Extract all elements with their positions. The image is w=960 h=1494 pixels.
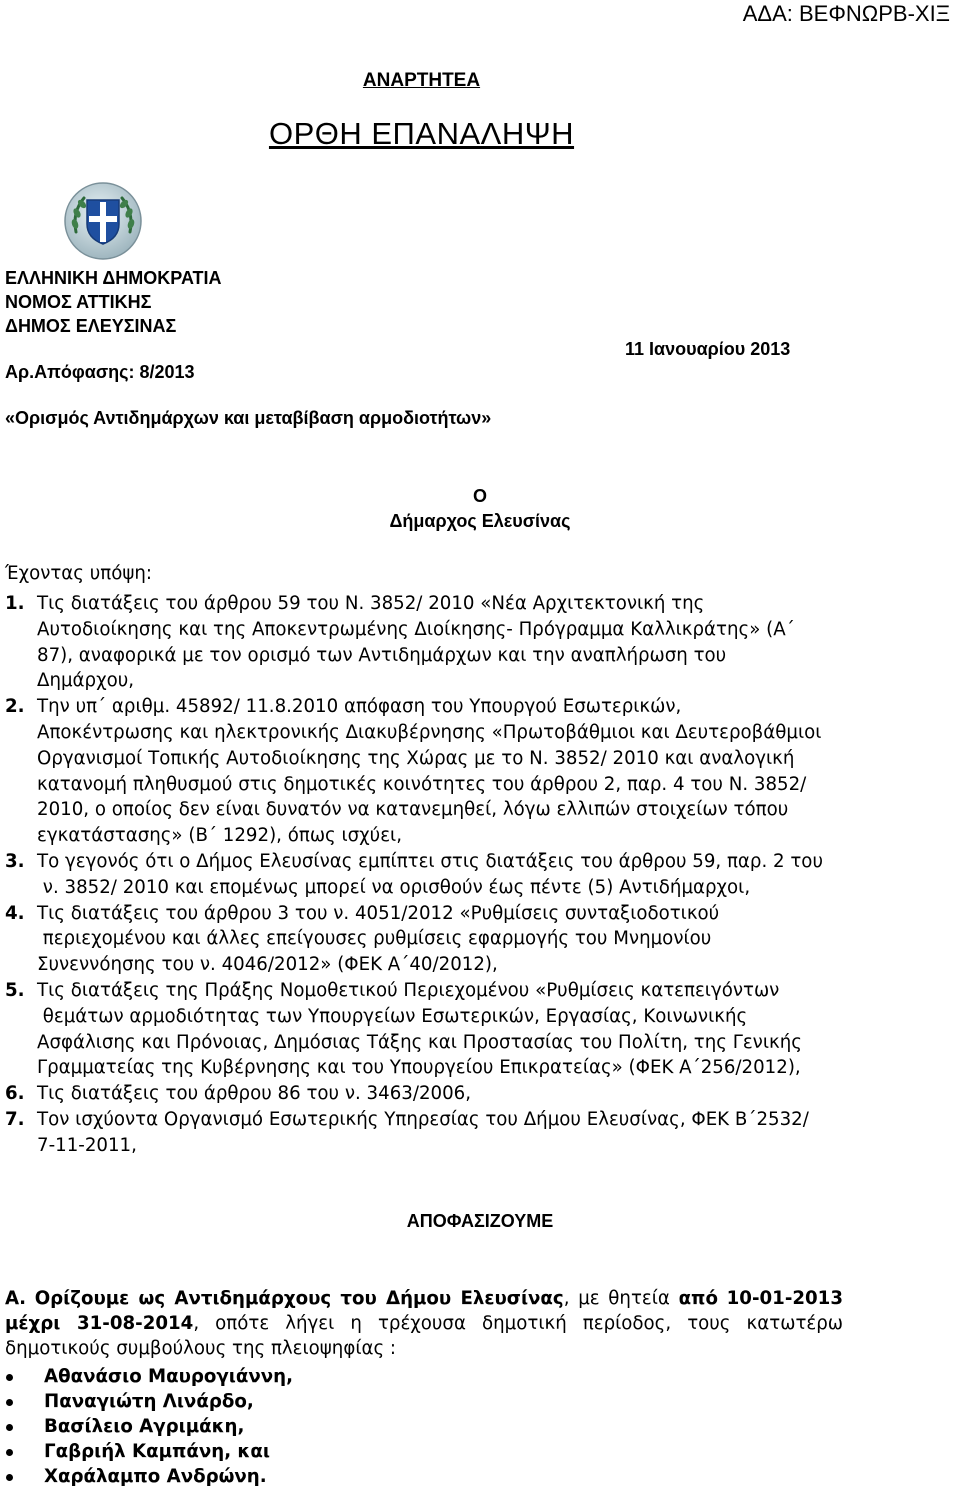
bullet-icon: [6, 1449, 13, 1456]
recital-line: Αυτοδιοίκησης και της Αποκεντρωμένης Διοίκησης- Πρόγραμμα Καλλικράτης» (Α΄: [37, 618, 795, 640]
reissue-title: ΟΡΘΗ ΕΠΑΝΑΛΗΨΗ: [268, 116, 575, 151]
recital-line: Τον ισχύοντα Οργανισμό Εσωτερικής Υπηρεσίας του Δήμου Ελευσίνας, ΦΕΚ Β΄2532/: [37, 1108, 809, 1130]
recital-item: [0, 591, 960, 694]
recital-item: [0, 978, 960, 1081]
issuer-line: ΕΛΛΗΝΙΚΗ ΔΗΜΟΚΡΑΤΙΑ: [5, 268, 222, 288]
deputy-item: [0, 1464, 960, 1489]
ada-code: ΑΔΑ: ΒΕΦΝΩΡΒ-ΧΙΞ: [742, 1, 950, 26]
deputy-item: [0, 1389, 960, 1414]
deputy-item: [0, 1439, 960, 1464]
bullet-icon: [6, 1374, 13, 1381]
recital-number: 4.: [5, 902, 25, 924]
recital-line: 7-11-2011,: [37, 1134, 137, 1156]
deputy-item: [0, 1364, 960, 1389]
recital-line: ν. 3852/ 2010 και επομένως μπορεί να ορισθούν έως πέντε (5) Αντιδήμαρχοι,: [37, 876, 751, 898]
recital-line: Συνεννόησης του ν. 4046/2012» (ΦΕΚ Α΄40/2012),: [37, 954, 498, 976]
recital-line: Τις διατάξεις του άρθρου 86 του ν. 3463/2006,: [37, 1083, 472, 1105]
decision-number: Αρ.Απόφασης: 8/2013: [5, 362, 195, 382]
considering-heading: Έχοντας υπόψη:: [5, 563, 153, 584]
deputies-list: [0, 1364, 960, 1489]
recital-line: Τις διατάξεις της Πράξης Νομοθετικού Περιεχομένου «Ρυθμίσεις κατεπειγόντων: [37, 979, 780, 1001]
deputy-item: [0, 1414, 960, 1439]
recital-number: 1.: [5, 593, 25, 614]
deputy-name: Παναγιώτη Λινάρδο,: [44, 1391, 254, 1412]
recital-item: [0, 849, 960, 901]
recital-line: Ασφάλισης και Πρόνοιας, Δημόσιας Τάξης και Προστασίας του Πολίτη, της Γενικής: [37, 1031, 802, 1053]
recital-line: Την υπ΄ αριθμ. 45892/ 11.8.2010 απόφαση του Υπουργού Εσωτερικών,: [37, 696, 682, 718]
mayor-title: Δήμαρχος Ελευσίνας: [389, 511, 571, 531]
recital-line: θεμάτων αρμοδιότητας των Υπουργείων Εσωτερικών, Εργασίας, Κοινωνικής: [37, 1005, 748, 1027]
recital-number: 3.: [5, 850, 25, 872]
deputy-name: Χαράλαμπο Ανδρώνη.: [44, 1466, 267, 1487]
recital-line: 2010, ο οποίος δεν είναι δυνατόν να κατανεμηθεί, λόγω ελλιπών στοιχείων τόπου: [37, 799, 789, 821]
section-a-term: 10-01-2013 μέχρι 31-08-2014: [5, 1288, 843, 1334]
recital-line: Γραμματείας της Κυβέρνησης και του Υπουργείου Επικρατείας» (ΦΕΚ Α΄256/2012),: [37, 1057, 801, 1079]
recital-line: Τις διατάξεις του άρθρου 3 του ν. 4051/2012 «Ρυθμίσεις συνταξιοδοτικού: [37, 902, 720, 924]
section-a-text: , με θητεία: [563, 1288, 679, 1309]
recital-line: περιεχομένου και άλλες επείγουσες ρυθμίσεις εφαρμογής του Μνημονίου: [37, 928, 712, 950]
issuer-line: ΝΟΜΟΣ ΑΤΤΙΚΗΣ: [5, 292, 152, 312]
deputy-name: Γαβριήλ Καμπάνη, και: [44, 1441, 270, 1462]
posting-title: ΑΝΑΡΤΗΤΕΑ: [362, 70, 481, 91]
section-a-paragraph: [5, 1286, 843, 1361]
recitals-list: [0, 591, 960, 1159]
recital-item: [0, 1107, 960, 1159]
recital-item: [0, 694, 960, 849]
bullet-icon: [6, 1424, 13, 1431]
recital-line: 87), αναφορικά με τον ορισμό των Αντιδημάρχων και την αναπλήρωση του: [37, 644, 727, 666]
bullet-icon: [6, 1474, 13, 1481]
section-a-bold-text: Ορίζουμε ως Αντιδημάρχους του Δήμου Ελευσίνας: [34, 1288, 564, 1309]
recital-line: Τις διατάξεις του άρθρου 59 του Ν. 3852/ 2010 «Νέα Αρχιτεκτονική της: [37, 593, 705, 614]
recital-line: εγκατάστασης» (Β΄ 1292), όπως ισχύει,: [37, 825, 402, 847]
bullet-icon: [6, 1399, 13, 1406]
recital-line: Δημάρχου,: [37, 670, 135, 692]
section-a-text: , οπότε λήγει η τρέχουσα δημοτική περίοδος, τους κατωτέρω δημοτικούς συμβούλους της πλειοψηφίας :: [5, 1313, 843, 1359]
decision-subject: «Ορισμός Αντιδημάρχων και μεταβίβαση αρμοδιοτήτων»: [5, 408, 492, 428]
recital-number: 2.: [5, 696, 25, 718]
recital-line: Οργανισμοί Τοπικής Αυτοδιοίκησης της Χώρας με το Ν. 3852/ 2010 και αναλογική: [37, 747, 795, 769]
issuer-line: ΔΗΜΟΣ ΕΛΕΥΣΙΝΑΣ: [5, 316, 177, 336]
recital-item: [0, 901, 960, 978]
greek-emblem-icon: [62, 180, 144, 262]
deputy-name: Αθανάσιο Μαυρογιάννη,: [44, 1366, 294, 1387]
decision-heading: ΑΠΟΦΑΣΙΖΟΥΜΕ: [406, 1211, 554, 1231]
recital-item: [0, 1081, 960, 1107]
recital-number: 6.: [5, 1083, 25, 1105]
mayor-article: Ο: [472, 486, 487, 506]
recital-line: Αποκέντρωσης και ηλεκτρονικής Διακυβέρνησης «Πρωτοβάθμιοι και Δευτεροβάθμιοι: [37, 721, 822, 743]
section-a-from: από: [678, 1288, 718, 1309]
recital-line: κατανομή πληθυσμού στις δημοτικές κοινότητες του άρθρου 2, παρ. 4 του Ν. 3852/: [37, 773, 807, 795]
deputy-name: Βασίλειο Αγριμάκη,: [44, 1416, 245, 1437]
recital-number: 7.: [5, 1108, 25, 1130]
section-a-label: Α.: [5, 1288, 26, 1309]
recital-number: 5.: [5, 979, 25, 1001]
recital-line: Το γεγονός ότι ο Δήμος Ελευσίνας εμπίπτει στις διατάξεις του άρθρου 59, παρ. 2 του: [37, 850, 823, 872]
decision-date: 11 Ιανουαρίου 2013: [625, 339, 791, 359]
